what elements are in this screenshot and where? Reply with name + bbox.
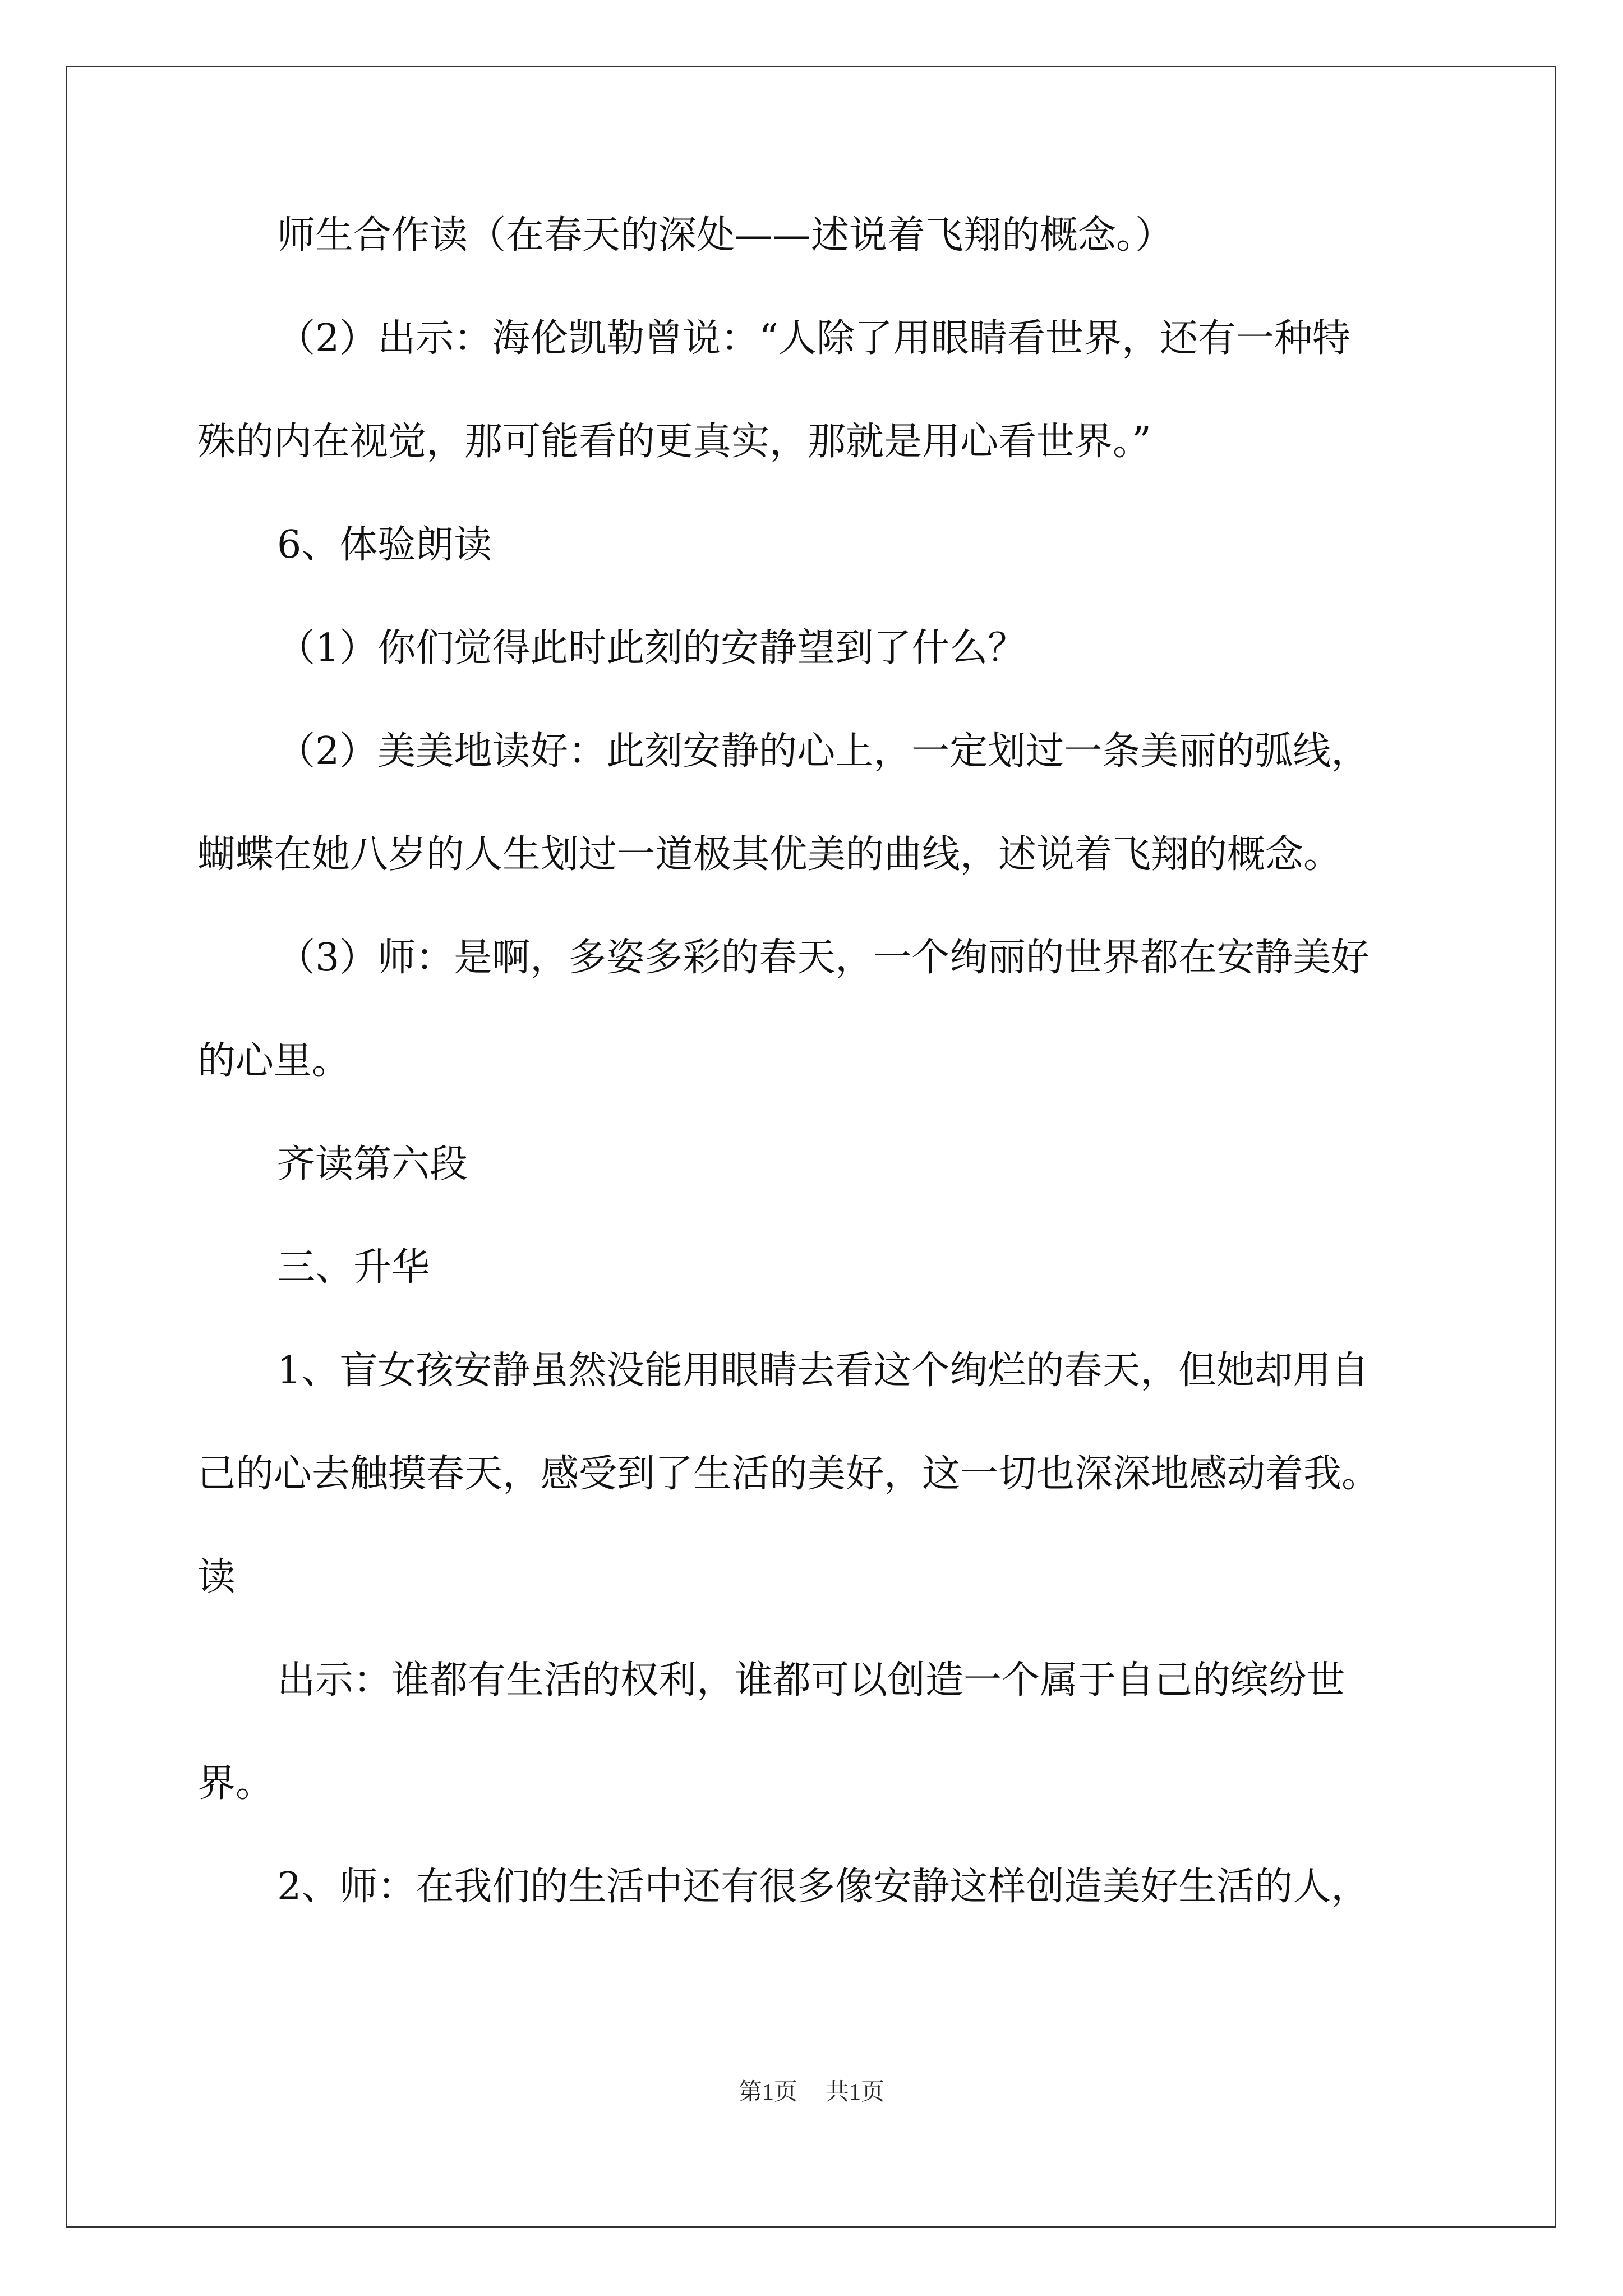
text-line: 殊的内在视觉，那可能看的更真实，那就是用心看世界。” <box>197 420 1151 464</box>
text-line: 齐读第六段 <box>277 1142 468 1186</box>
page-total: 共1页 <box>826 2079 885 2105</box>
text-line: 2、师：在我们的生活中还有很多像安静这样创造美好生活的人， <box>277 1865 1370 1909</box>
section-heading: 6、体验朗读 <box>277 523 492 567</box>
page-number: 第1页 <box>738 2079 797 2105</box>
text-line: （2）美美地读好：此刻安静的心上，一定划过一条美丽的弧线， <box>277 729 1370 774</box>
text-line: 读 <box>197 1555 236 1599</box>
document-body <box>197 210 1465 1965</box>
text-line: （2）出示：海伦凯勒曾说：“人除了用眼睛看世界，还有一种特 <box>277 316 1351 361</box>
text-line: 的心里。 <box>197 1039 351 1083</box>
text-line: 蝴蝶在她八岁的人生划过一道极其优美的曲线，述说着飞翔的概念。 <box>197 832 1342 877</box>
text-line: （3）师：是啊，多姿多彩的春天，一个绚丽的世界都在安静美好 <box>277 936 1370 980</box>
text-line: 界。 <box>197 1761 274 1806</box>
text-line: 1、盲女孩安静虽然没能用眼睛去看这个绚烂的春天，但她却用自 <box>277 1349 1370 1393</box>
text-line: 出示：谁都有生活的权利，谁都可以创造一个属于自己的缤纷世 <box>277 1658 1345 1703</box>
page-footer <box>0 2076 1623 2109</box>
section-heading: 三、升华 <box>277 1245 430 1290</box>
text-line: 师生合作读（在春天的深处——述说着飞翔的概念。） <box>277 213 1174 257</box>
text-line: （1）你们觉得此时此刻的安静望到了什么？ <box>277 626 1026 670</box>
text-line: 己的心去触摸春天，感受到了生活的美好，这一切也深深地感动着我。 <box>197 1452 1380 1496</box>
